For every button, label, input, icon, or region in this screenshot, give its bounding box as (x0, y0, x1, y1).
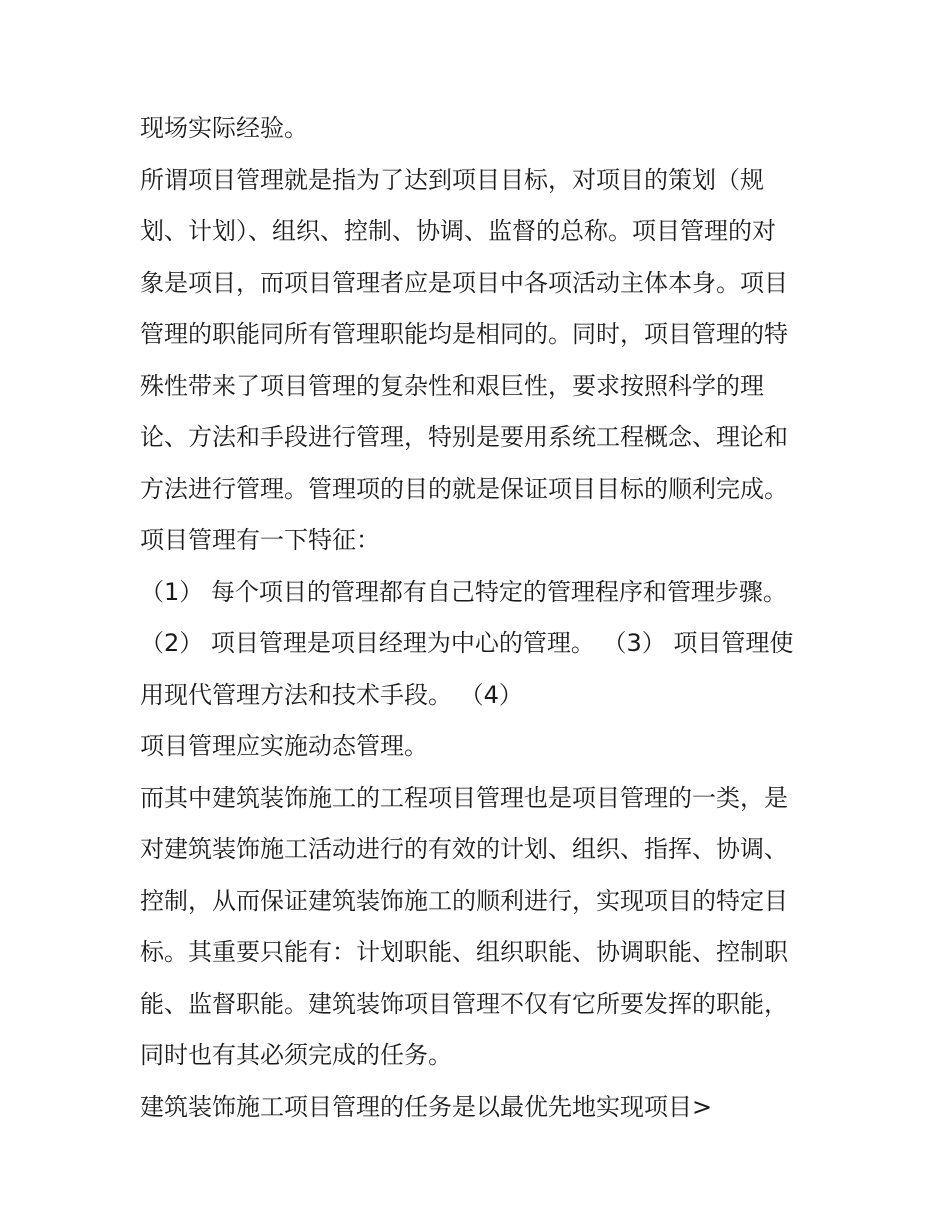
text-line: 对建筑装饰施工活动进行的有效的计划、组织、指挥、协调、 (140, 835, 788, 863)
text-line: 划、计划）、组织、控制、协调、监督的总称。项目管理的对 (140, 217, 776, 245)
text-line: 建筑装饰施工项目管理的任务是以最优先地实现项目> (140, 1092, 713, 1121)
text-line: （2） 项目管理是项目经理为中心的管理。 （3） 项目管理使 (140, 629, 794, 657)
text-line: 象是项目，而项目管理者应是项目中各项活动主体本身。项目 (140, 268, 788, 297)
text-line: 标。其重要只能有：计划职能、组织职能、协调职能、控制职 (140, 938, 788, 966)
text-line: （1） 每个项目的管理都有自己特定的管理程序和管理步骤。 (140, 577, 787, 606)
text-line: 管理的职能同所有管理职能均是相同的。同时，项目管理的特 (140, 320, 788, 348)
text-line: 论、方法和手段进行管理，特别是要用系统工程概念、理论和 (140, 423, 788, 451)
text-line: 项目管理有一下特征： (140, 526, 380, 554)
text-line: 控制，从而保证建筑装饰施工的顺利进行，实现项目的特定目 (140, 886, 788, 915)
text-line: 用现代管理方法和技术手段。 （4） (140, 680, 523, 709)
text-line: 同时也有其必须完成的任务。 (140, 1041, 452, 1069)
text-line: 方法进行管理。管理项的目的就是保证项目目标的顺利完成。 (140, 474, 788, 503)
text-line: 所谓项目管理就是指为了达到项目目标，对项目的策划（规 (140, 165, 764, 194)
text-line: 殊性带来了项目管理的复杂性和艰巨性，要求按照科学的理 (140, 371, 764, 400)
text-line: 而其中建筑装饰施工的工程项目管理也是项目管理的一类，是 (140, 783, 788, 812)
text-line: 能、监督职能。建筑装饰项目管理不仅有它所要发挥的职能， (140, 989, 788, 1018)
document-body (140, 106, 820, 1136)
text-line: 项目管理应实施动态管理。 (140, 732, 428, 760)
text-line: 现场实际经验。 (140, 114, 308, 142)
